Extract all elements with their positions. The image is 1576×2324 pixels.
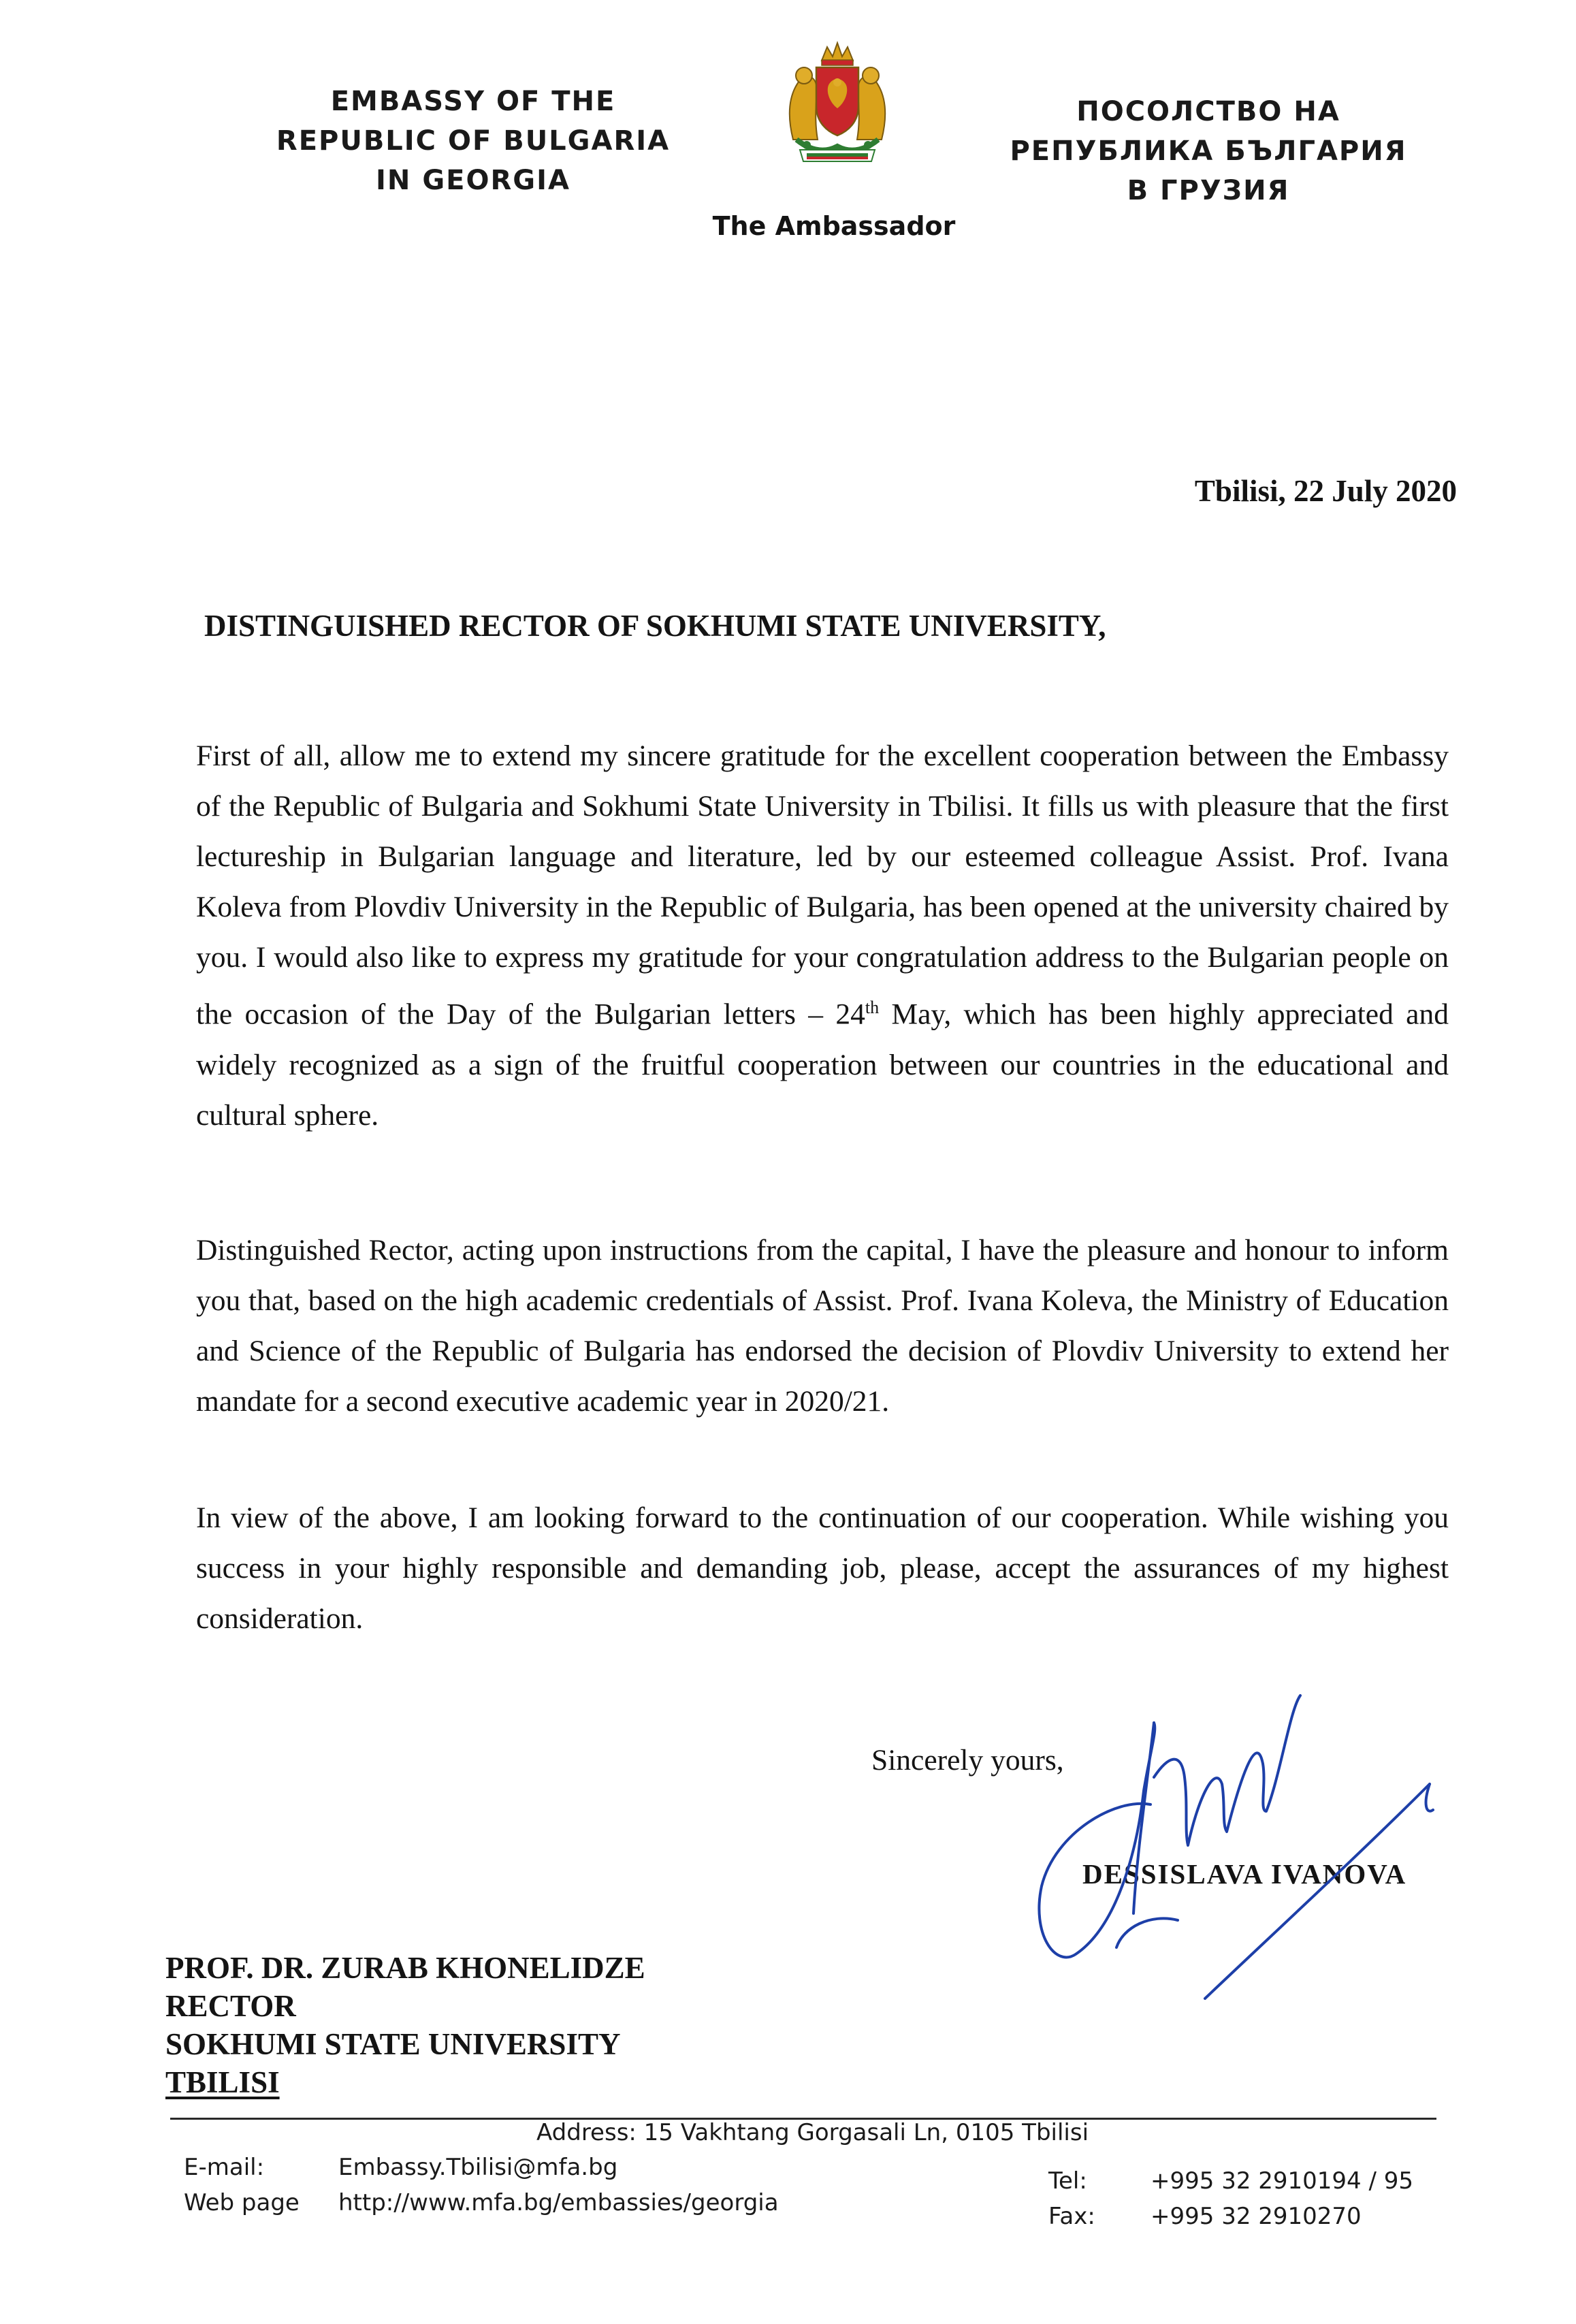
header-left-line: IN GEORGIA [376, 165, 570, 196]
signer-name: DESSISLAVA IVANOVA [1082, 1858, 1407, 1890]
recipient-institution: SOKHUMI STATE UNIVERSITY [165, 2027, 621, 2061]
handwritten-signature [980, 1627, 1457, 2002]
fax-number: +995 32 2910270 [1151, 2203, 1362, 2230]
paragraph-1 [196, 731, 1449, 1141]
ordinal-suffix: th [865, 998, 880, 1017]
paragraph-2: Distinguished Rector, acting upon instructions from the capital, I have the pleasure and honour to inform you that, based on the high academic credentials of Assist. Prof. Ivana Koleva, the Ministry of Education and Science of the Republic of Bulgaria has endorsed the decision of Plovdiv University to extend her mandate for a second executive academic year in 2020/21. [196, 1234, 1449, 1418]
embassy-name-bulgarian [953, 92, 1464, 210]
header-left-line: EMBASSY OF THE [330, 86, 616, 117]
ambassador-subtitle: The Ambassador [712, 211, 956, 241]
bulgarian-coat-of-arms-icon [759, 37, 916, 167]
email-label: E-mail: [184, 2154, 265, 2181]
embassy-name-english [225, 82, 722, 200]
recipient-name: PROF. DR. ZURAB KHONELIDZE [165, 1951, 645, 1985]
paragraph-3: In view of the above, I am looking forward to the continuation of our cooperation. While wishing you success in your highly responsible and demanding job, please, accept the assurances of my highest consideration. [196, 1501, 1449, 1635]
tel-number: +995 32 2910194 / 95 [1151, 2167, 1414, 2195]
web-page-label: Web page [184, 2189, 300, 2216]
letter-date: Tbilisi, 22 July 2020 [1194, 474, 1457, 508]
paragraph-1-part-b: May, which has been highly appreciated and widely recognized as a sign of the fruitful cooperation between our countries in the educational and cultural sphere. [196, 998, 1449, 1132]
recipient-city: TBILISI [165, 2065, 280, 2099]
paragraph-1-part-a: First of all, allow me to extend my sincere gratitude for the excellent cooperation between the Embassy of the Republic of Bulgaria and Sokhumi State University in Tbilisi. It fills us with pleasure that the first lectureship in Bulgarian language and literature, led by our esteemed colleague Assist. Prof. Ivana Koleva from Plovdiv University in the Republic of Bulgaria, has been opened at the university chaired by you. I would also like to express my gratitude for your congratulation address to the Bulgarian people on the occasion of the Day of the Bulgarian letters – 24 [196, 739, 1449, 1031]
header-right-line: РЕПУБЛИКА БЪЛГАРИЯ [1010, 136, 1407, 167]
tel-label: Tel: [1048, 2167, 1087, 2195]
closing-phrase: Sincerely yours, [871, 1744, 1064, 1777]
header-right-line: В ГРУЗИЯ [1127, 175, 1290, 206]
fax-label: Fax: [1048, 2203, 1095, 2230]
header-right-line: ПОСОЛСТВО НА [1076, 96, 1340, 127]
web-page-url: http://www.mfa.bg/embassies/georgia [338, 2189, 779, 2216]
header-left-line: REPUBLIC OF BULGARIA [276, 125, 671, 157]
footer-address: Address: 15 Vakhtang Gorgasali Ln, 0105 Tbilisi [536, 2119, 1089, 2146]
salutation: DISTINGUISHED RECTOR OF SOKHUMI STATE UNIVERSITY, [204, 609, 1106, 643]
email-address: Embassy.Tbilisi@mfa.bg [338, 2154, 618, 2181]
recipient-block [165, 1949, 645, 2101]
recipient-title: RECTOR [165, 1989, 296, 2023]
